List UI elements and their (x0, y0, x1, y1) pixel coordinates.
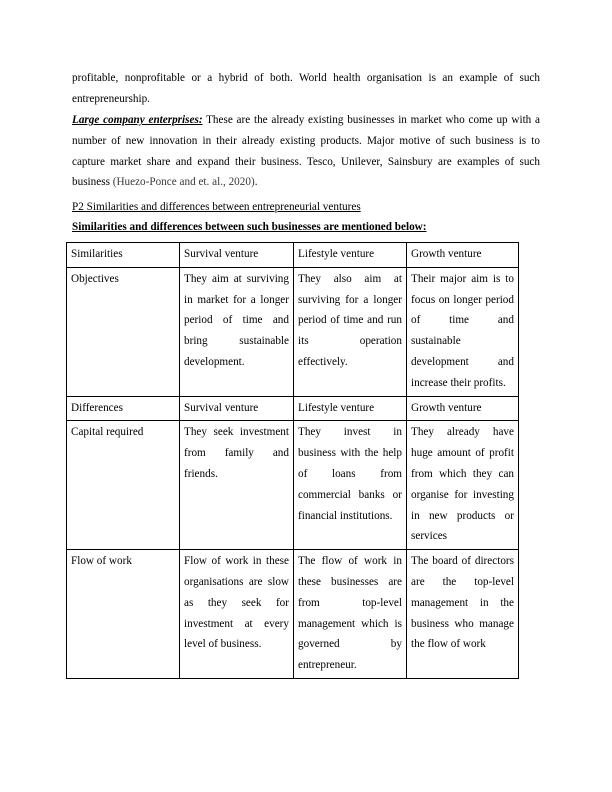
table-cell: They already have huge amount of profit from which they can organise for investing in new products or services (407, 421, 519, 550)
table-header-cell: Lifestyle venture (294, 243, 407, 268)
table-header-cell: Survival venture (180, 243, 294, 268)
table-header-cell: Differences (67, 396, 180, 421)
table-cell: They invest in business with the help of loans from commercial banks or financial institutions. (294, 421, 407, 550)
table-header-row (67, 396, 519, 421)
paragraph-large-company-enterprises (72, 110, 540, 193)
table-header-cell: Growth venture (407, 396, 519, 421)
table-header-row (67, 243, 519, 268)
table-cell: The flow of work in these businesses are from top-level management which is governed by entrepreneur. (294, 550, 407, 679)
table-header-cell: Survival venture (180, 396, 294, 421)
term-large-company-enterprises: Large company enterprises: (72, 114, 203, 126)
paragraph-period: . (254, 176, 258, 189)
table-caption: Similarities and differences between such businesses are mentioned below: (72, 221, 427, 233)
comparison-table (66, 242, 519, 679)
table-cell: They seek investment from family and friends. (180, 421, 294, 550)
table-row (67, 267, 519, 396)
table-header-cell: Lifestyle venture (294, 396, 407, 421)
table-cell: They also aim at surviving for a longer period of time and run its operation effectively. (294, 267, 407, 396)
table-cell: Objectives (67, 267, 180, 396)
table-cell: Flow of work in these organisations are slow as they seek for investment at every level of business. (180, 550, 294, 679)
table-row (67, 550, 519, 679)
paragraph-body: These are the already existing businesses in market who come up with a number of new innovation in their already existing products. Major motive of such business is to capture market share and expand their business. Tesco, Unilever, Sainsbury are examples of such business (72, 114, 540, 189)
table-header-cell: Growth venture (407, 243, 519, 268)
section-title: P2 Similarities and differences between entrepreneurial ventures (72, 201, 361, 213)
citation: (Huezo-Ponce and et. al., 2020) (112, 176, 255, 189)
table-cell: The board of directors are the top-level management in the business who manage the flow of work (407, 550, 519, 679)
table-cell: Capital required (67, 421, 180, 550)
table-cell: They aim at surviving in market for a longer period of time and bring sustainable development. (180, 267, 294, 396)
table-header-cell: Similarities (67, 243, 180, 268)
paragraph-entrepreneurship-end: profitable, nonprofitable or a hybrid of both. World health organisation is an example of such entrepreneurship. (72, 72, 540, 105)
table-cell: Their major aim is to focus on longer period of time and sustainable development and increase their profits. (407, 267, 519, 396)
table-row (67, 421, 519, 550)
table-cell: Flow of work (67, 550, 180, 679)
